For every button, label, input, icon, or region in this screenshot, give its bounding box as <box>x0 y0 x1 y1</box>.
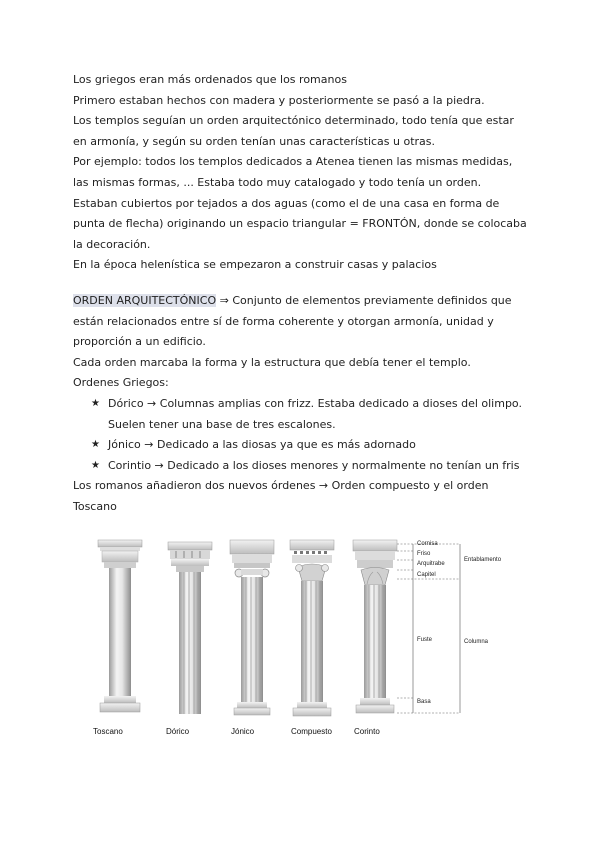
label-columna: Columna <box>464 639 489 645</box>
caption-jonico: Jónico <box>231 727 255 736</box>
intro-paragraph <box>73 70 533 276</box>
list-item-text: Suelen tener una base de tres escalones. <box>108 417 336 431</box>
highlighted-term: ORDEN ARQUITECTÓNICO <box>73 294 217 307</box>
text-line: Por ejemplo: todos los templos dedicados a Atenea tienen las mismas medidas, <box>73 155 513 169</box>
text-line: en armonía, y según su orden tenían unas características u otras. <box>73 134 436 148</box>
list-item-text: Corintio → Dedicado a los dioses menores y normalmente no tenían un fris <box>108 458 520 472</box>
label-basa: Basa <box>417 699 431 705</box>
text-line: Los griegos eran más ordenados que los romanos <box>73 73 347 86</box>
star-bullet-icon: ★ <box>91 459 100 471</box>
compuesto-column <box>290 540 334 716</box>
text-line: Los romanos añadieron dos nuevos órdenes → Orden compuesto y el orden <box>73 479 489 493</box>
columns-illustration <box>88 537 528 727</box>
caption-corinto: Corinto <box>354 727 380 736</box>
text-line: Toscano <box>73 499 117 513</box>
label-arquitrabe: Arquitrabe <box>417 561 445 567</box>
text-line: Los templos seguían un orden arquitectónico determinado, todo tenía que estar <box>73 114 514 128</box>
label-entablamento: Entablamento <box>464 557 502 563</box>
list-item <box>73 435 533 456</box>
part-dimension-lines <box>413 544 460 713</box>
list-item-text: Jónico → Dedicado a las diosas ya que es más adornado <box>108 438 416 452</box>
text-line: proporción a un edificio. <box>73 335 206 349</box>
definition-line <box>73 291 533 312</box>
greek-orders-list <box>73 394 533 476</box>
text-line: Ordenes Griegos: <box>73 376 169 390</box>
label-friso: Friso <box>417 551 431 557</box>
text-line: Primero estaban hechos con madera y posteriormente se pasó a la piedra. <box>73 93 485 107</box>
list-item-text: Dórico → Columnas amplias con frizz. Estaba dedicado a dioses del olimpo. <box>108 396 522 410</box>
text-line: las mismas formas, ... Estaba todo muy catalogado y todo tenía un orden. <box>73 175 482 189</box>
jonico-column <box>230 540 274 715</box>
text-line: Cada orden marcaba la forma y la estructura que debía tener el templo. <box>73 355 471 369</box>
orden-section <box>73 291 533 518</box>
text-line: Estaban cubiertos por tejados a dos aguas (como el de una casa en forma de <box>73 196 500 210</box>
implies-arrow: ⇒ <box>219 294 229 307</box>
list-item <box>73 394 533 435</box>
text-line: están relacionados entre sí de forma coherente y otorgan armonía, unidad y <box>73 314 494 328</box>
columns-figure <box>88 537 528 747</box>
list-item <box>73 456 533 477</box>
star-bullet-icon: ★ <box>91 439 100 451</box>
dorico-column <box>168 542 212 714</box>
definition-text: Conjunto de elementos previamente definidos que <box>228 294 512 307</box>
text-line: En la época helenística se empezaron a construir casas y palacios <box>73 258 437 272</box>
label-capitel: Capitel <box>417 572 436 578</box>
part-brackets <box>397 544 460 713</box>
text-line: la decoración. <box>73 237 151 251</box>
star-bullet-icon: ★ <box>91 397 100 409</box>
text-line: punta de flecha) originando un espacio triangular = FRONTÓN, donde se colocaba <box>73 217 527 231</box>
caption-compuesto: Compuesto <box>291 727 332 736</box>
label-cornisa: Cornisa <box>417 541 438 547</box>
toscano-column <box>98 540 142 712</box>
corinto-column <box>353 540 397 713</box>
caption-dorico: Dórico <box>166 727 190 736</box>
caption-toscano: Toscano <box>93 727 123 736</box>
label-fuste: Fuste <box>417 637 433 643</box>
